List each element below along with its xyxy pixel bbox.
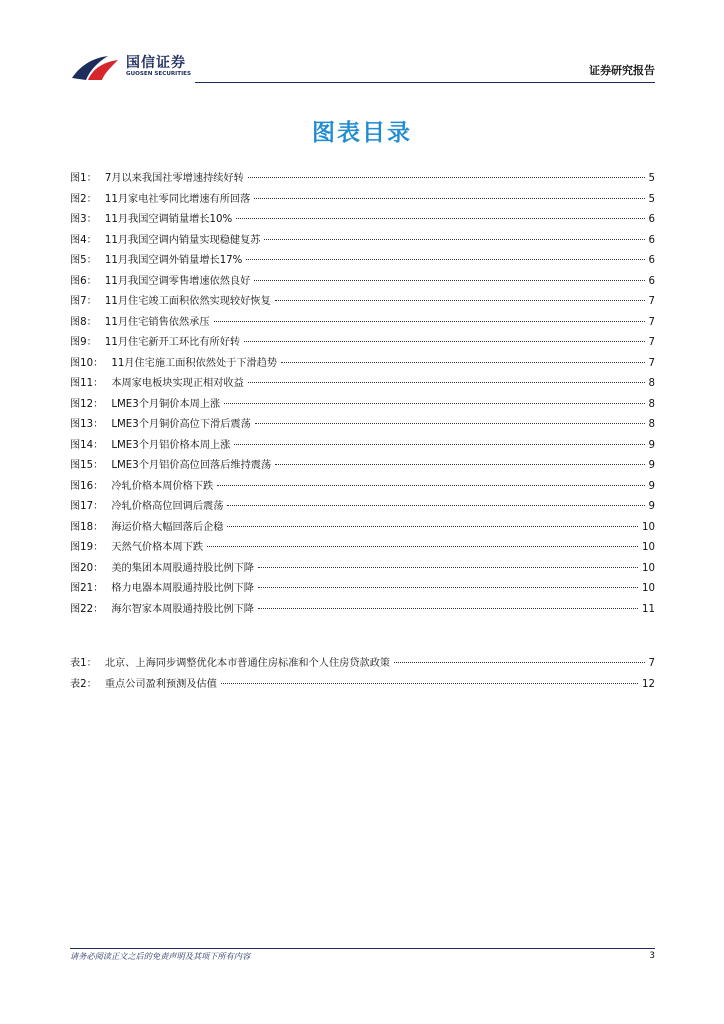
- toc-entry-page[interactable]: 7: [648, 337, 655, 348]
- toc-entry-label: 图21：: [70, 583, 104, 594]
- guosen-logo-icon: [70, 52, 120, 82]
- toc-entry-title[interactable]: 冷轧价格高位回调后震荡: [111, 501, 224, 512]
- toc-entry-title[interactable]: LME3个月铜价本周上涨: [111, 398, 221, 410]
- toc-entry-label: 图3：: [70, 214, 97, 225]
- toc-dot-leader: [236, 218, 644, 219]
- toc-entry-page[interactable]: 7: [648, 357, 655, 369]
- toc-entry-label: 图22：: [70, 603, 104, 615]
- figure-list: [70, 169, 655, 620]
- figure-toc-row[interactable]: [70, 497, 655, 518]
- page-title: 图表目录: [312, 120, 412, 146]
- toc-entry-page[interactable]: 9: [648, 439, 655, 451]
- toc-entry-title[interactable]: 本周家电板块实现正相对收益: [111, 378, 244, 389]
- toc-dot-leader: [217, 485, 644, 486]
- toc-entry-label: 图16：: [70, 480, 104, 492]
- toc-dot-leader: [248, 177, 645, 178]
- toc-entry-label: 图11：: [70, 378, 104, 389]
- figure-toc-row[interactable]: [70, 272, 655, 293]
- figure-toc-row[interactable]: [70, 477, 655, 498]
- figure-toc-row[interactable]: [70, 169, 655, 190]
- figure-toc-row[interactable]: [70, 395, 655, 416]
- toc-dot-leader: [244, 341, 644, 342]
- toc-entry-label: 图19：: [70, 542, 104, 553]
- toc-entry-page[interactable]: 7: [648, 658, 655, 669]
- toc-entry-page[interactable]: 5: [648, 193, 655, 205]
- figure-toc-row[interactable]: [70, 436, 655, 457]
- figure-toc-row[interactable]: [70, 333, 655, 354]
- toc-entry-title[interactable]: 美的集团本周股通持股比例下降: [111, 562, 254, 574]
- toc-entry-page[interactable]: 8: [648, 378, 655, 389]
- toc-entry-label: 图10：: [70, 357, 104, 369]
- toc-dot-leader: [227, 526, 638, 527]
- toc-dot-leader: [224, 403, 644, 404]
- figure-toc-row[interactable]: [70, 292, 655, 313]
- toc-entry-title[interactable]: 11月住宅施工面积依然处于下滑趋势: [111, 357, 278, 369]
- toc-entry-title[interactable]: 重点公司盈利预测及估值: [104, 678, 217, 690]
- toc-dot-leader: [234, 444, 644, 445]
- page-number: 3: [649, 951, 655, 961]
- toc-dot-leader: [221, 683, 638, 684]
- figure-toc-row[interactable]: [70, 600, 655, 621]
- toc-entry-page[interactable]: 6: [648, 255, 655, 266]
- toc-entry-title[interactable]: 11月我国空调外销量增长17%: [104, 255, 243, 266]
- header-divider: [195, 82, 655, 83]
- disclaimer-note: 请务必阅读正文之后的免责声明及其项下所有内容: [70, 951, 251, 961]
- toc-entry-title[interactable]: 11月住宅新开工环比有所好转: [104, 337, 241, 348]
- toc-entry-title[interactable]: 11月我国空调零售增速依然良好: [104, 275, 251, 287]
- toc-entry-title[interactable]: 海运价格大幅回落后企稳: [111, 521, 224, 533]
- toc-dot-leader: [207, 546, 638, 547]
- footer-divider: [70, 948, 655, 949]
- guosen-logo: [70, 50, 200, 84]
- toc-entry-title[interactable]: 天然气价格本周下跌: [111, 542, 204, 553]
- toc-entry-label: 图13：: [70, 419, 104, 430]
- logo-name-cn: 国信证券: [126, 55, 186, 71]
- toc-entry-label: 图7：: [70, 296, 97, 307]
- toc-entry-label: 图20：: [70, 562, 104, 574]
- toc-entry-page[interactable]: 9: [648, 480, 655, 492]
- toc-dot-leader: [281, 362, 644, 363]
- toc-dot-leader: [254, 280, 644, 281]
- figure-toc-row[interactable]: [70, 579, 655, 600]
- toc-entry-page[interactable]: 8: [648, 419, 655, 430]
- toc-entry-page[interactable]: 6: [648, 234, 655, 246]
- toc-entry-page[interactable]: 9: [648, 460, 655, 471]
- toc-entry-title[interactable]: 11月我国空调内销量实现稳健复苏: [104, 234, 261, 246]
- toc-entry-page[interactable]: 10: [642, 542, 655, 553]
- toc-entry-title[interactable]: 北京、上海同步调整优化本市普通住房标准和个人住房贷款政策: [104, 658, 391, 669]
- figure-toc-row[interactable]: [70, 190, 655, 211]
- toc-entry-label: 图17：: [70, 501, 104, 512]
- toc-entry-page[interactable]: 10: [642, 583, 655, 594]
- toc-dot-leader: [258, 587, 638, 588]
- toc-entry-title[interactable]: 格力电器本周股通持股比例下降: [111, 583, 254, 594]
- toc-entry-label: 图14：: [70, 439, 104, 451]
- toc-entry-label: 表1：: [70, 658, 97, 669]
- toc-entry-label: 图2：: [70, 193, 97, 205]
- toc-dot-leader: [227, 505, 644, 506]
- toc-entry-label: 表2：: [70, 678, 97, 690]
- toc-entry-title[interactable]: 11月家电社零同比增速有所回落: [104, 193, 251, 205]
- figure-toc-row[interactable]: [70, 456, 655, 477]
- toc-entry-label: 图12：: [70, 398, 104, 410]
- logo-name-en: GUOSEN SECURITIES: [126, 71, 192, 77]
- toc-entry-page[interactable]: 6: [648, 275, 655, 287]
- figure-toc-row[interactable]: [70, 415, 655, 436]
- toc-entry-label: 图8：: [70, 316, 97, 328]
- toc-entry-page[interactable]: 7: [648, 316, 655, 328]
- toc-dot-leader: [254, 198, 644, 199]
- toc-dot-leader: [258, 567, 638, 568]
- toc-dot-leader: [246, 259, 644, 260]
- figure-toc-row[interactable]: [70, 354, 655, 375]
- toc-dot-leader: [214, 321, 645, 322]
- toc-entry-page[interactable]: 9: [648, 501, 655, 512]
- toc-entry-page[interactable]: 5: [648, 173, 655, 184]
- toc-dot-leader: [264, 239, 644, 240]
- toc-dot-leader: [248, 382, 645, 383]
- toc-entry-title[interactable]: LME3个月铝价格本周上涨: [111, 439, 231, 451]
- table-toc-row[interactable]: [70, 675, 655, 696]
- figure-toc-row[interactable]: [70, 374, 655, 395]
- toc-entry-title[interactable]: LME3个月铜价高位下滑后震荡: [111, 419, 251, 430]
- toc-entry-page[interactable]: 11: [642, 603, 655, 615]
- toc-dot-leader: [275, 300, 645, 301]
- toc-dot-leader: [394, 662, 644, 663]
- figure-toc-row[interactable]: [70, 538, 655, 559]
- figure-toc-row[interactable]: [70, 231, 655, 252]
- toc-entry-title[interactable]: 11月我国空调销量增长10%: [104, 214, 233, 225]
- figure-toc-row[interactable]: [70, 559, 655, 580]
- toc-entry-title[interactable]: 海尔智家本周股通持股比例下降: [111, 603, 254, 615]
- table-list: [70, 654, 655, 695]
- figure-toc-row[interactable]: [70, 251, 655, 272]
- toc-entry-label: 图18：: [70, 521, 104, 533]
- report-type-label: 证券研究报告: [589, 64, 655, 77]
- toc-dot-leader: [275, 464, 644, 465]
- toc-entry-title[interactable]: 11月住宅竣工面积依然实现较好恢复: [104, 296, 271, 307]
- toc-entry-label: 图1：: [70, 173, 97, 184]
- table-toc-row[interactable]: [70, 654, 655, 675]
- toc-entry-page[interactable]: 8: [648, 398, 655, 410]
- toc-entry-page[interactable]: 7: [648, 296, 655, 307]
- figure-toc-row[interactable]: [70, 518, 655, 539]
- toc-entry-title[interactable]: 7月以来我国社零增速持续好转: [104, 173, 244, 184]
- page-header: [70, 50, 655, 84]
- toc-entry-label: 图6：: [70, 275, 97, 287]
- toc-entry-page[interactable]: 10: [642, 521, 655, 533]
- toc-dot-leader: [258, 608, 638, 609]
- toc-entry-label: 图9：: [70, 337, 97, 348]
- toc-entry-label: 图5：: [70, 255, 97, 266]
- toc-entry-page[interactable]: 12: [642, 678, 655, 690]
- toc-entry-label: 图4：: [70, 234, 97, 246]
- toc-entry-title[interactable]: LME3个月铝价高位回落后维持震荡: [111, 460, 272, 471]
- toc-entry-label: 图15：: [70, 460, 104, 471]
- figure-toc-row[interactable]: [70, 313, 655, 334]
- figure-toc-row[interactable]: [70, 210, 655, 231]
- toc-entry-page[interactable]: 6: [648, 214, 655, 225]
- toc-entry-page[interactable]: 10: [642, 562, 655, 574]
- toc-entry-title[interactable]: 冷轧价格本周价格下跌: [111, 480, 214, 492]
- toc-entry-title[interactable]: 11月住宅销售依然承压: [104, 316, 210, 328]
- toc-dot-leader: [255, 423, 645, 424]
